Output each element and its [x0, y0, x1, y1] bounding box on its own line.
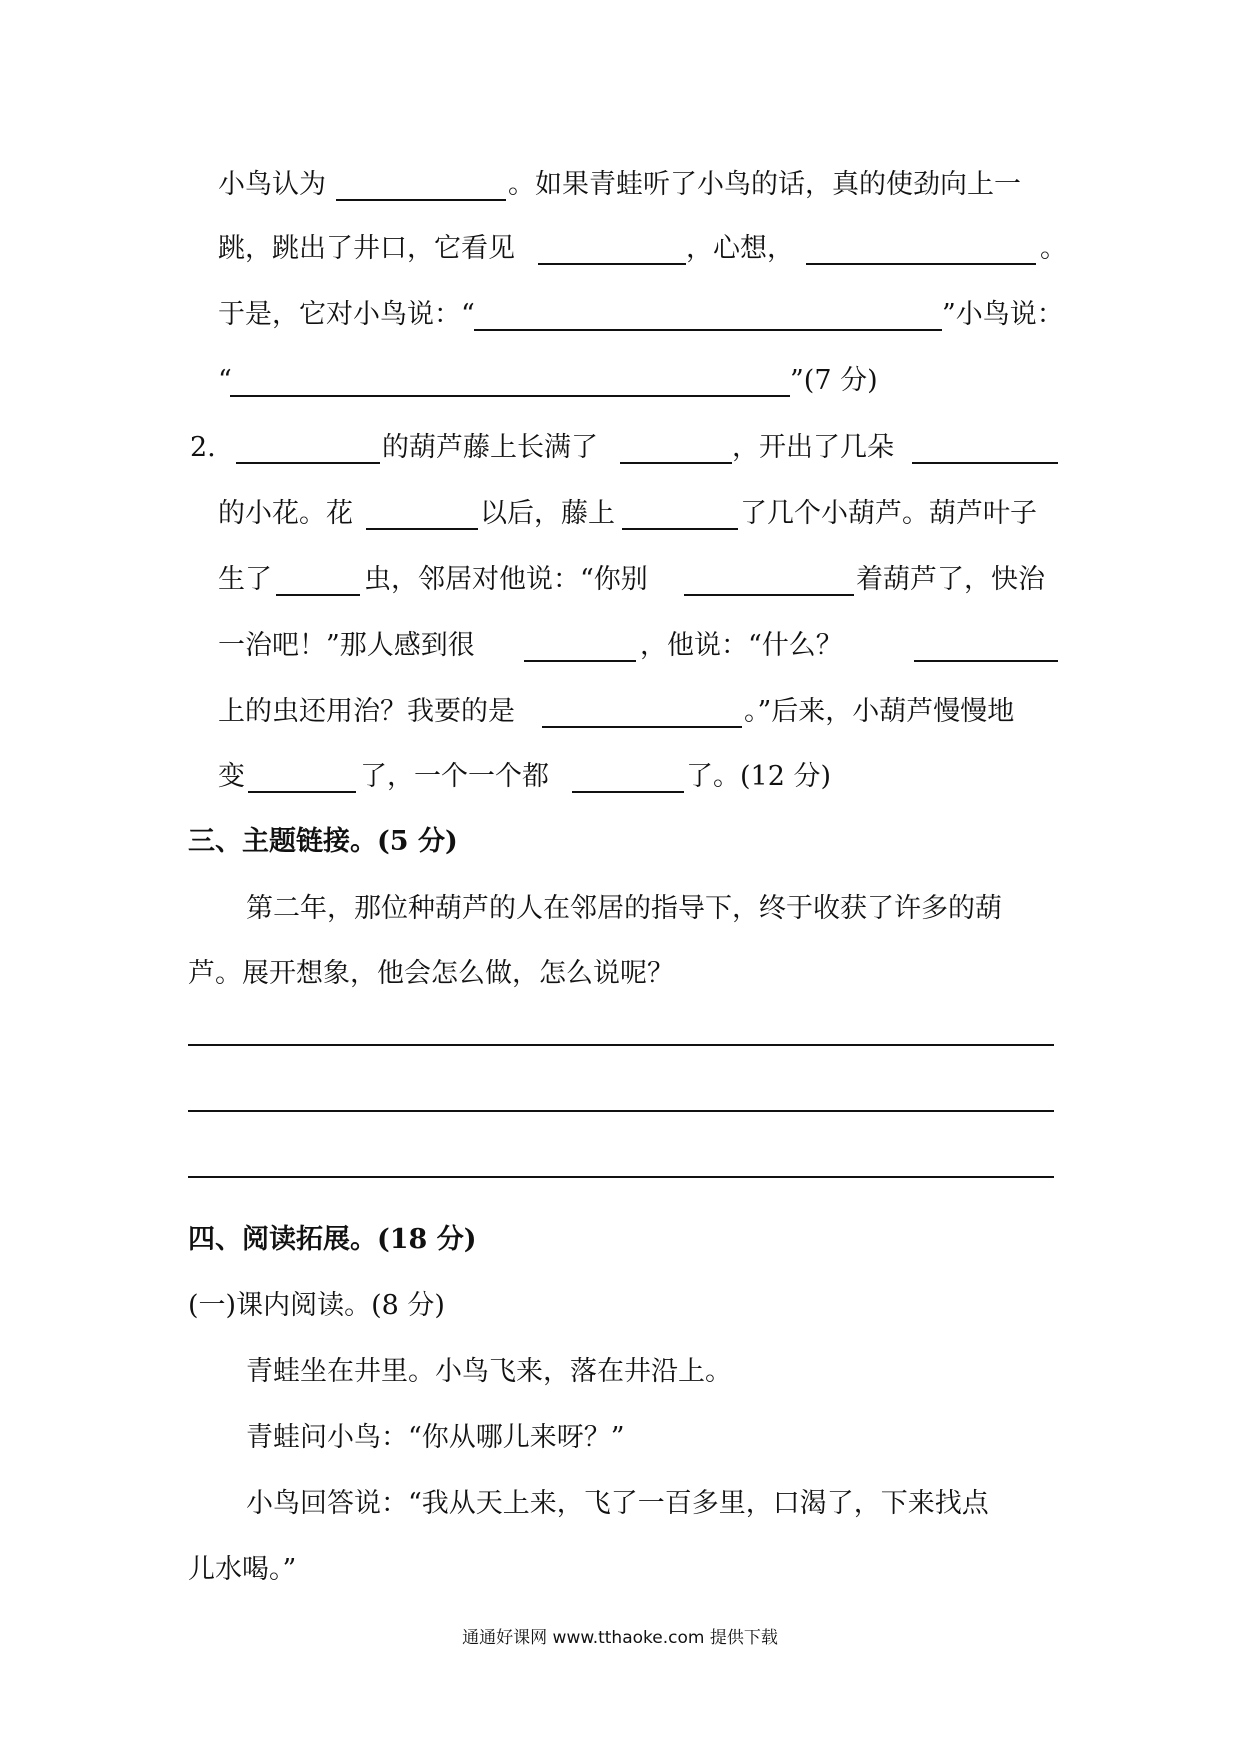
reading-line-2	[0, 1418, 1240, 1458]
writing-line[interactable]	[188, 1176, 1054, 1178]
reading-line-3	[0, 1484, 1240, 1524]
q1-line-4	[0, 361, 1240, 401]
answer-blank[interactable]	[538, 263, 686, 265]
q2-text: 上的虫还用治？我要的是	[218, 696, 515, 727]
answer-blank[interactable]	[622, 528, 738, 530]
answer-blank[interactable]	[474, 329, 942, 331]
reading-line-4	[0, 1550, 1240, 1590]
answer-blank[interactable]	[912, 462, 1058, 464]
q1-text: 。	[1040, 233, 1067, 264]
writing-line[interactable]	[188, 1044, 1054, 1046]
section-3-heading: 三、主题链接。(5 分)	[188, 826, 458, 857]
answer-blank[interactable]	[276, 594, 360, 596]
reading-line-1	[0, 1352, 1240, 1392]
q2-line-4	[0, 626, 1240, 666]
q2-text: 的葫芦藤上长满了	[382, 432, 598, 463]
q2-text: 一治吧！”那人感到很	[218, 630, 475, 661]
q1-text: 小鸟认为	[218, 169, 326, 200]
answer-blank[interactable]	[336, 199, 506, 201]
q1-text: 跳，跳出了井口，它看见	[218, 233, 515, 264]
q2-text: 了几个小葫芦。葫芦叶子	[740, 498, 1037, 529]
q2-text: 变	[218, 761, 245, 792]
q1-text: 于是，它对小鸟说：“	[218, 299, 475, 330]
section-4-heading-row	[0, 1220, 1240, 1260]
q1-line-1	[0, 165, 1240, 205]
section-3-paragraph-line-1	[0, 889, 1240, 929]
answer-blank[interactable]	[248, 791, 356, 793]
q2-number: 2.	[190, 432, 216, 463]
answer-blank[interactable]	[620, 462, 732, 464]
q2-text: 了，一个一个都	[360, 761, 549, 792]
q2-line-6	[0, 757, 1240, 797]
answer-blank[interactable]	[572, 791, 684, 793]
writing-line[interactable]	[188, 1110, 1054, 1112]
q2-text: ，他说：“什么？	[640, 630, 843, 661]
section-3-paragraph-line-2	[0, 954, 1240, 994]
answer-blank[interactable]	[230, 395, 790, 397]
q2-text: 着葫芦了，快治	[856, 564, 1045, 595]
section-3-heading-row	[0, 822, 1240, 862]
answer-blank[interactable]	[914, 660, 1058, 662]
q1-line-3	[0, 295, 1240, 335]
section-4-subheading-row	[0, 1286, 1240, 1326]
q2-text: ，开出了几朵	[732, 432, 894, 463]
section-3-text: 芦。展开想象，他会怎么做，怎么说呢？	[188, 958, 674, 989]
reading-text: 儿水喝。”	[188, 1554, 297, 1585]
section-4-subheading: (一)课内阅读。(8 分)	[188, 1290, 445, 1321]
section-4-heading: 四、阅读拓展。(18 分)	[188, 1224, 477, 1255]
answer-blank[interactable]	[236, 462, 380, 464]
answer-blank[interactable]	[806, 263, 1036, 265]
answer-blank[interactable]	[366, 528, 478, 530]
q2-text: 生了	[218, 564, 272, 595]
reading-text: 青蛙问小鸟：“你从哪儿来呀？”	[246, 1422, 625, 1453]
section-3-text: 第二年，那位种葫芦的人在邻居的指导下，终于收获了许多的葫	[246, 893, 1002, 924]
answer-blank[interactable]	[684, 594, 854, 596]
q2-text: 以后，藤上	[480, 498, 615, 529]
q1-text: 。如果青蛙听了小鸟的话，真的使劲向上一	[508, 169, 1021, 200]
q2-text: 的小花。花	[218, 498, 353, 529]
q2-text: 了。(12 分)	[686, 761, 832, 792]
page-footer: 通通好课网 www.tthaoke.com 提供下载	[462, 1628, 778, 1648]
answer-blank[interactable]	[524, 660, 636, 662]
reading-text: 小鸟回答说：“我从天上来，飞了一百多里，口渴了，下来找点	[246, 1488, 989, 1519]
q1-line-2	[0, 229, 1240, 269]
reading-text: 青蛙坐在井里。小鸟飞来，落在井沿上。	[246, 1356, 732, 1387]
q2-text: 虫，邻居对他说：“你别	[364, 564, 648, 595]
q2-line-2	[0, 494, 1240, 534]
q2-line-5	[0, 692, 1240, 732]
answer-blank[interactable]	[542, 726, 742, 728]
q1-text: ”小鸟说：	[942, 299, 1064, 330]
q2-line-1	[0, 428, 1240, 468]
q2-text: 。”后来，小葫芦慢慢地	[744, 696, 1015, 727]
q1-text: “	[218, 365, 232, 396]
q1-text: ”(7 分)	[790, 365, 878, 396]
q1-text: ，心想，	[686, 233, 794, 264]
q2-line-3	[0, 560, 1240, 600]
